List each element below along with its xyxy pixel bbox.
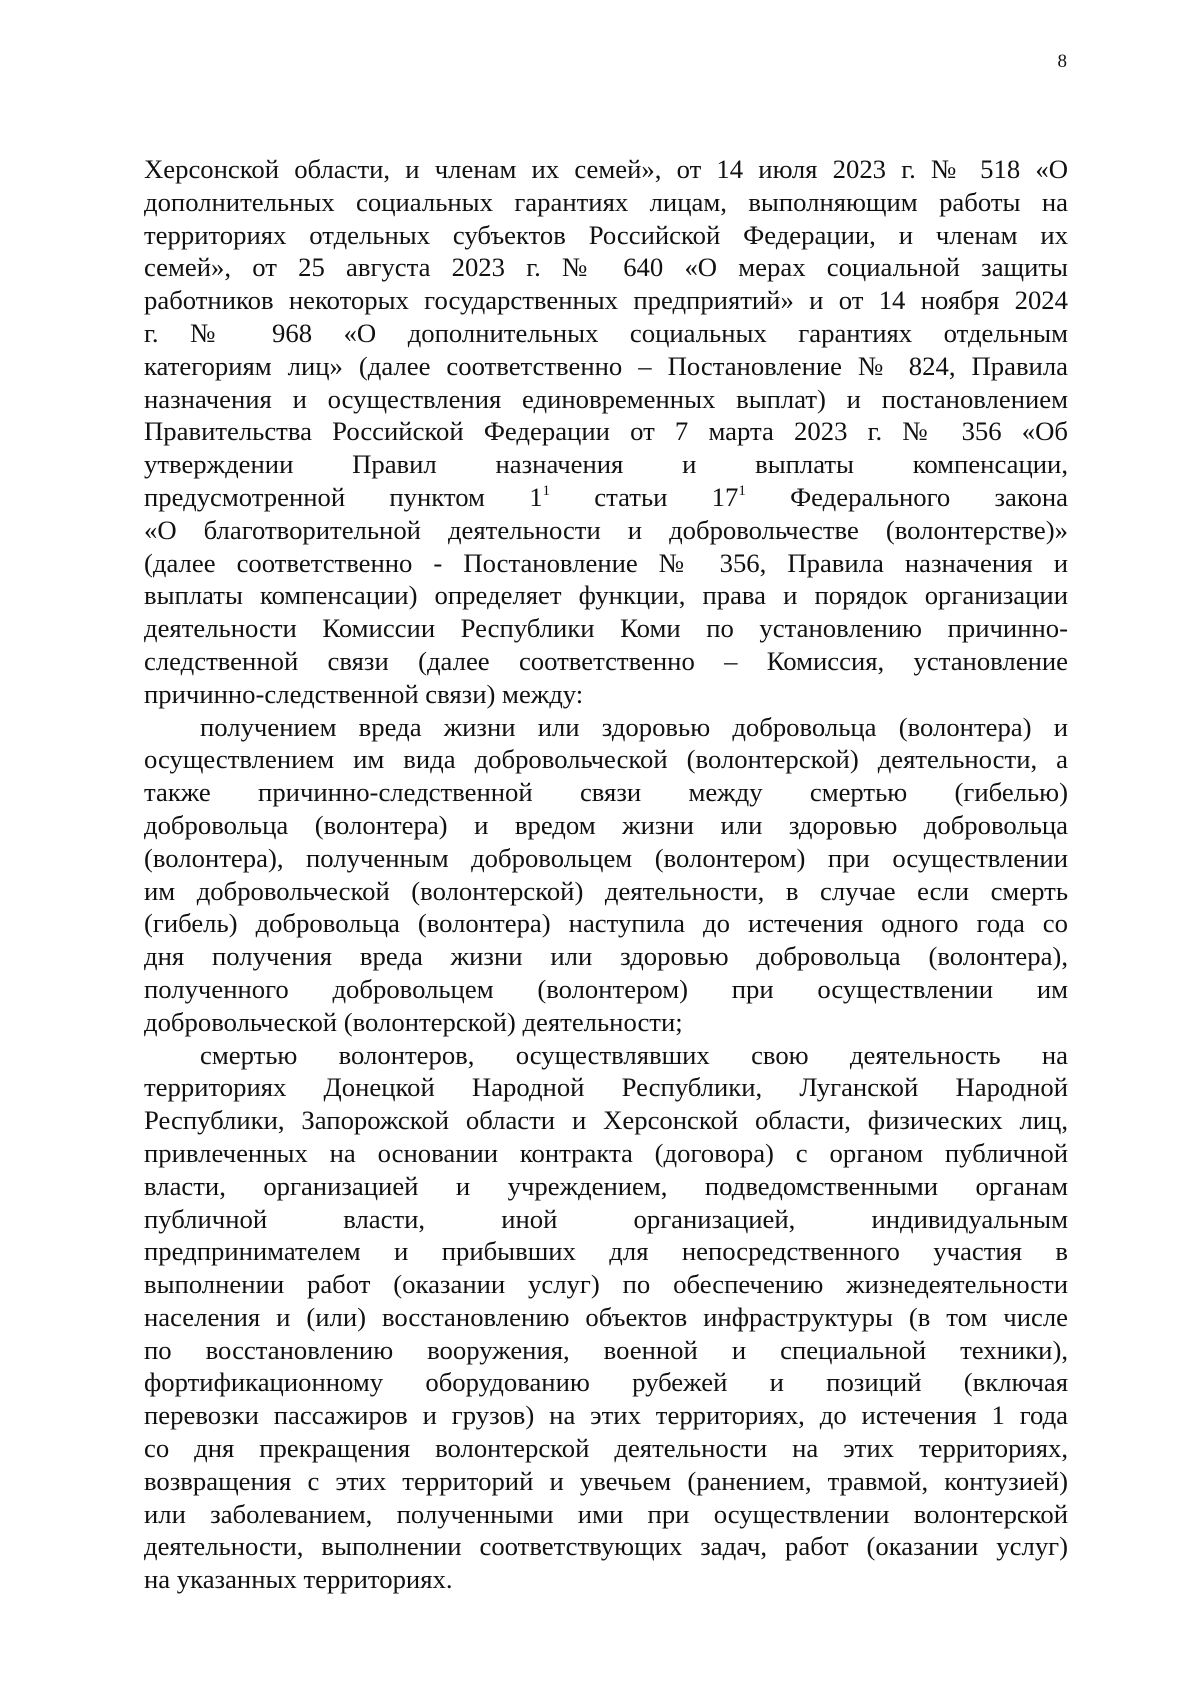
text-fragment: Федерального закона	[745, 481, 1068, 512]
text-line: населения и (или) восстановлению объектов инфраструктуры (в том числе	[144, 1301, 1068, 1332]
superscript: 1	[738, 482, 746, 499]
text-line: со дня прекращения волонтерской деятельности на этих территориях,	[144, 1433, 1068, 1464]
text-line: семей», от 25 августа 2023 г. № 640 «О мерах социальной защиты	[144, 252, 1068, 283]
text-line: перевозки пассажиров и грузов) на этих территориях, до истечения 1 года	[144, 1400, 1068, 1431]
text-line: фортификационному оборудованию рубежей и позиций (включая	[144, 1367, 1068, 1398]
paragraph-regulation-references	[144, 153, 1068, 711]
text-line: территориях отдельных субъектов Российской Федерации, и членам их	[144, 219, 1068, 250]
text-line: г. № 968 «О дополнительных социальных гарантиях отдельным	[144, 317, 1068, 348]
text-line: публичной власти, иной организацией, индивидуальным	[144, 1203, 1068, 1234]
text-line: утверждении Правил назначения и выплаты компенсации,	[144, 449, 1068, 480]
text-line: дополнительных социальных гарантиях лицам, выполняющим работы на	[144, 186, 1068, 217]
text-line: категориям лиц» (далее соответственно – Постановление № 824, Правила	[144, 350, 1068, 381]
text-line: деятельности, выполнении соответствующих задач, работ (оказании услуг)	[144, 1531, 1068, 1562]
text-fragment: статьи 17	[550, 481, 739, 512]
text-line: добровольческой (волонтерской) деятельности;	[144, 1006, 683, 1037]
text-line: территориях Донецкой Народной Республики, Луганской Народной	[144, 1072, 1068, 1103]
document-body	[144, 153, 1068, 1596]
text-line: выполнении работ (оказании услуг) по обеспечению жизнедеятельности	[144, 1269, 1068, 1300]
text-line: (волонтера), полученным добровольцем (волонтером) при осуществлении	[144, 842, 1068, 873]
text-line: добровольца (волонтера) и вредом жизни или здоровью добровольца	[144, 809, 1068, 840]
text-line: (гибель) добровольца (волонтера) наступила до истечения одного года со	[144, 908, 1068, 939]
text-fragment: предусмотренной пунктом 1	[144, 481, 543, 512]
text-line: или заболеванием, полученными ими при осуществлении волонтерской	[144, 1498, 1068, 1529]
text-line-with-superscripts	[144, 481, 1068, 514]
text-line: Республики, Запорожской области и Херсонской области, физических лиц,	[144, 1105, 1068, 1136]
text-line: Херсонской области, и членам их семей», от 14 июля 2023 г. № 518 «О	[144, 154, 1068, 184]
text-line: осуществлением им вида добровольческой (волонтерской) деятельности, а	[144, 744, 1068, 775]
text-line: назначения и осуществления единовременных выплат) и постановлением	[144, 383, 1068, 414]
text-line: (далее соответственно - Постановление № 356, Правила назначения и	[144, 547, 1068, 578]
text-line: им добровольческой (волонтерской) деятельности, в случае если смерть	[144, 875, 1068, 906]
text-line: работников некоторых государственных предприятий» и от 14 ноября 2024	[144, 285, 1068, 316]
text-line: на указанных территориях.	[144, 1564, 453, 1595]
text-line: смертью волонтеров, осуществлявших свою деятельность на	[200, 1039, 1068, 1070]
text-line: по восстановлению вооружения, военной и специальной техники),	[144, 1334, 1068, 1365]
text-line: деятельности Комиссии Республики Коми по установлению причинно-	[144, 613, 1068, 644]
text-line: предпринимателем и прибывших для непосредственного участия в	[144, 1236, 1068, 1267]
text-line: дня получения вреда жизни или здоровью добровольца (волонтера),	[144, 941, 1068, 972]
text-line: возвращения с этих территорий и увечьем (ранением, травмой, контузией)	[144, 1465, 1068, 1496]
text-line: власти, организацией и учреждением, подведомственными органам	[144, 1170, 1068, 1201]
text-line: причинно-следственной связи) между:	[144, 678, 584, 709]
text-line: выплаты компенсации) определяет функции, права и порядок организации	[144, 580, 1068, 611]
text-line: привлеченных на основании контракта (договора) с органом публичной	[144, 1137, 1068, 1168]
text-line: полученного добровольцем (волонтером) при осуществлении им	[144, 973, 1068, 1004]
text-line: следственной связи (далее соответственно – Комиссия, установление	[144, 645, 1068, 676]
superscript: 1	[542, 482, 551, 499]
text-line: «О благотворительной деятельности и добровольчестве (волонтерстве)»	[144, 514, 1068, 545]
text-line: Правительства Российской Федерации от 7 марта 2023 г. № 356 «Об	[144, 416, 1068, 447]
text-line: также причинно-следственной связи между смертью (гибелью)	[144, 777, 1068, 808]
page-number: 8	[1057, 51, 1067, 72]
text-line: получением вреда жизни или здоровью добровольца (волонтера) и	[200, 711, 1068, 742]
paragraph-volunteer-harm	[144, 711, 1068, 1039]
paragraph-volunteer-death-territories	[144, 1039, 1068, 1597]
